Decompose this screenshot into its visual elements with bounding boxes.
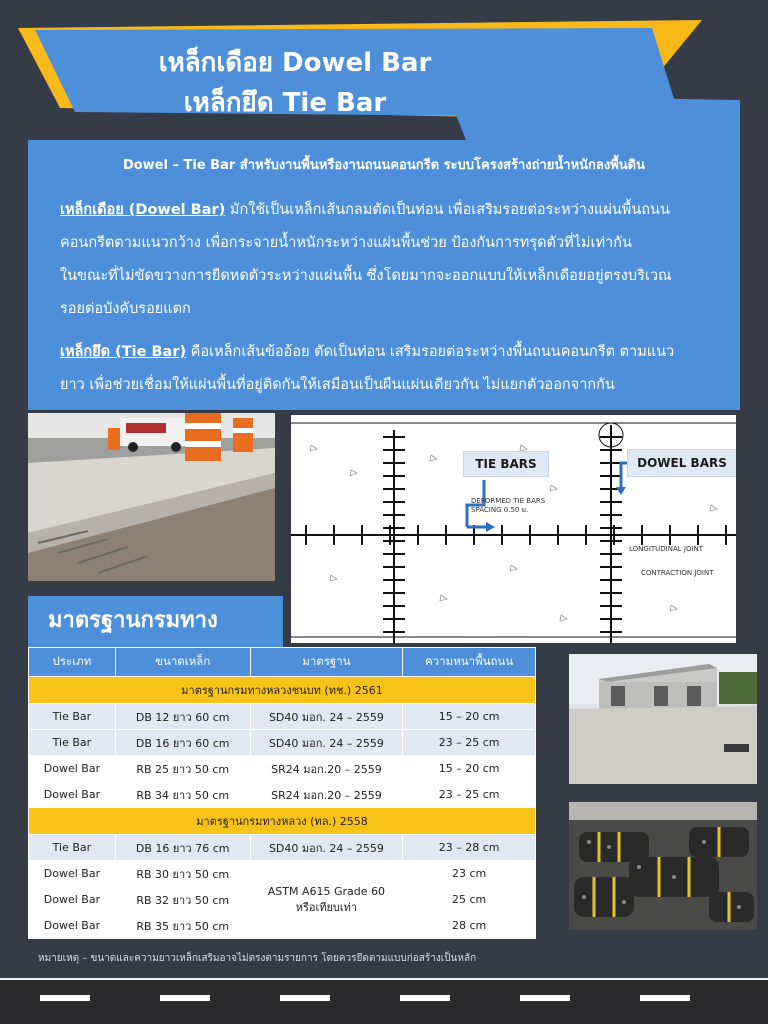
warehouse-photo (569, 654, 757, 784)
section-title: มาตรฐานกรมทางหลวง (ทล.) 2558 (29, 808, 536, 835)
table-cell: SR24 มอก.20 – 2559 (250, 782, 403, 808)
table-row (29, 835, 536, 861)
column-header: ความหนาพื้นถนน (403, 648, 536, 677)
table-cell: RB 30 ยาว 50 cm (115, 861, 250, 887)
contraction-note: CONTRACTION JOINT (641, 569, 714, 577)
road-dash (640, 995, 690, 1001)
table-cell: 23 cm (403, 861, 536, 887)
dowel-bars-callout: DOWEL BARS (627, 449, 736, 477)
table-cell: 23 – 28 cm (403, 835, 536, 861)
table-row (29, 756, 536, 782)
table-cell: Dowel Bar (29, 756, 116, 782)
table-cell: Dowel Bar (29, 887, 116, 913)
tie-term: เหล็กยึด (Tie Bar) (60, 344, 187, 360)
longitudinal-note: LONGITUDINAL JOINT (629, 545, 704, 553)
tie-text-1: คือเหล็กเส้นข้ออ้อย ตัดเป็นท่อน เสริมรอยต่อระหว่างพื้นถนนคอนกรีต ตามแนว (186, 344, 675, 360)
column-header: ขนาดเหล็ก (115, 648, 250, 677)
table-cell: 23 – 25 cm (403, 730, 536, 756)
merged-standard-line1: ASTM A615 Grade 60 (267, 884, 386, 898)
road-dash (40, 995, 90, 1001)
page-title-line1: เหล็กเดือย Dowel Bar (158, 48, 432, 78)
section-row (29, 677, 536, 704)
dowel-text-3: ในขณะที่ไม่ขัดขวางการยืดหดตัวระหว่างแผ่นพื้น ซึ่งโดยมากจะออกแบบให้เหล็กเดือยอยู่ตรงบริเวณ (60, 268, 672, 284)
dowel-text-2: คอนกรีตตามแนวกว้าง เพื่อกระจายน้ำหนักระหว่างแผ่นพื้นช่วย ป้องกันการทรุดตัวที่ไม่เท่ากัน (60, 235, 632, 251)
table-cell: SD40 มอก. 24 – 2559 (250, 704, 403, 730)
table-row (29, 861, 536, 887)
standards-table (28, 647, 536, 939)
table-cell: Tie Bar (29, 835, 116, 861)
spacing-note: SPACING 0.50 ม. (471, 506, 529, 514)
table-cell: RB 25 ยาว 50 cm (115, 756, 250, 782)
intro-subtitle: Dowel – Tie Bar สำหรับงานพื้นหรืองานถนนคอนกรีต ระบบโครงสร้างถ่ายน้ำหนักลงพื้นดิน (122, 158, 646, 173)
table-cell: RB 34 ยาว 50 cm (115, 782, 250, 808)
road-dash (160, 995, 210, 1001)
dowel-term: เหล็กเดือย (Dowel Bar) (60, 202, 226, 218)
table-cell: SD40 มอก. 24 – 2559 (250, 835, 403, 861)
table-cell: Tie Bar (29, 730, 116, 756)
table-cell: 15 – 20 cm (403, 756, 536, 782)
table-header-row (29, 648, 536, 677)
table-cell: DB 16 ยาว 76 cm (115, 835, 250, 861)
dowel-text-4: รอยต่อบังคับรอยแตก (60, 301, 191, 317)
dowel-paragraph (60, 194, 720, 326)
table-cell: 23 – 25 cm (403, 782, 536, 808)
tie-bars-callout: TIE BARS (463, 451, 549, 477)
standards-heading: มาตรฐานกรมทาง (48, 608, 218, 633)
table-cell: Tie Bar (29, 704, 116, 730)
page-title-line2: เหล็กยึด Tie Bar (183, 88, 387, 118)
road-dash (520, 995, 570, 1001)
standards-heading-box (28, 596, 283, 648)
road-dash (400, 995, 450, 1001)
table-cell: 25 cm (403, 887, 536, 913)
footnote: หมายเหตุ – ขนาดและความยาวเหล็กเสริมอาจไม่ตรงตามรายการ โดยควรยึดตามแบบก่อสร้างเป็นหลัก (38, 953, 477, 964)
table-cell: SD40 มอก. 24 – 2559 (250, 730, 403, 756)
table-cell: DB 16 ยาว 60 cm (115, 730, 250, 756)
table-cell: 15 – 20 cm (403, 704, 536, 730)
table-cell: Dowel Bar (29, 913, 116, 939)
tie-text-2: ยาว เพื่อช่วยเชื่อมให้แผ่นพื้นที่อยู่ติดกันให้เสมือนเป็นผืนแผ่นเดียวกัน ไม่แยกตัวออกจากกัน (60, 377, 615, 393)
tie-note: DEFORMED TIE BARS (471, 497, 546, 505)
column-header: ประเภท (29, 648, 116, 677)
table-cell: Dowel Bar (29, 782, 116, 808)
table-cell: RB 35 ยาว 50 cm (115, 913, 250, 939)
table-row (29, 730, 536, 756)
merged-standard-line2: หรือเทียบเท่า (295, 900, 358, 914)
joint-diagram (291, 415, 736, 643)
table-cell: Dowel Bar (29, 861, 116, 887)
table-row (29, 782, 536, 808)
section-row (29, 808, 536, 835)
intro-panel (28, 140, 740, 410)
dowel-text-1: มักใช้เป็นเหล็กเส้นกลมตัดเป็นท่อน เพื่อเสริมรอยต่อระหว่างแผ่นพื้นถนน (225, 202, 670, 218)
road-decoration (0, 978, 768, 1024)
merged-standard-cell (250, 861, 403, 939)
section-title: มาตรฐานกรมทางหลวงชนบท (ทช.) 2561 (29, 677, 536, 704)
table-cell: 28 cm (403, 913, 536, 939)
road-dash (280, 995, 330, 1001)
table-cell: DB 12 ยาว 60 cm (115, 704, 250, 730)
table-row (29, 704, 536, 730)
table-cell: SR24 มอก.20 – 2559 (250, 756, 403, 782)
table-cell: RB 32 ยาว 50 cm (115, 887, 250, 913)
steel-bars-photo (569, 802, 757, 930)
tie-paragraph (60, 336, 720, 402)
column-header: มาตรฐาน (250, 648, 403, 677)
road-construction-photo (28, 413, 275, 581)
